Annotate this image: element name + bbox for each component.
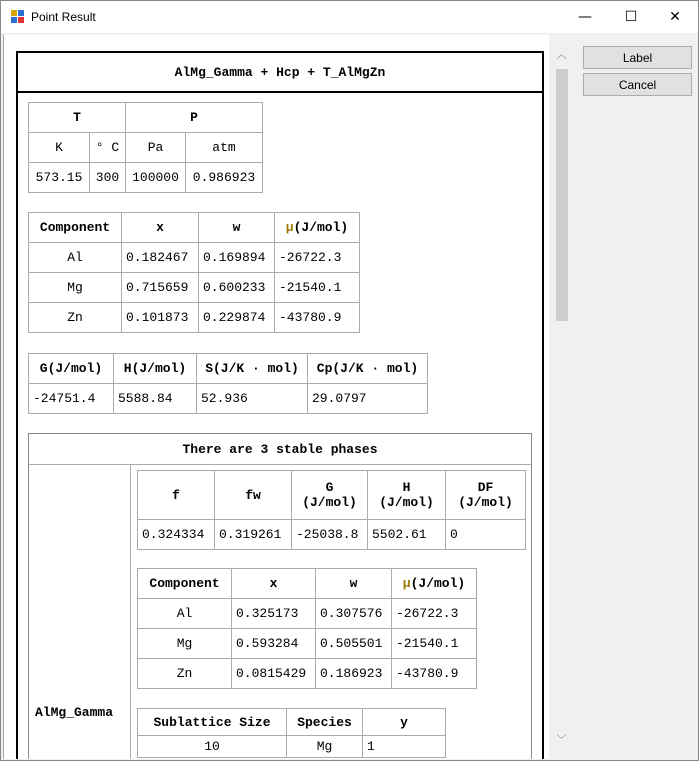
cell: Zn: [138, 659, 232, 689]
unit: K: [29, 133, 90, 163]
header-T: T: [29, 103, 126, 133]
phase-components-table: [137, 568, 477, 689]
col-header: w: [316, 569, 392, 599]
col-header: G (J/mol): [292, 471, 368, 520]
col-header: y: [363, 709, 446, 736]
col-header: DF (J/mol): [446, 471, 526, 520]
col-header: H(J/mol): [114, 354, 197, 384]
scrollbar-thumb[interactable]: [556, 69, 568, 321]
unit: atm: [186, 133, 263, 163]
phases-heading: There are 3 stable phases: [29, 434, 531, 465]
cell: 5588.84: [114, 384, 197, 414]
cell: 29.0797: [308, 384, 428, 414]
cell: 0.319261: [215, 520, 292, 550]
unit: ° C: [90, 133, 126, 163]
col-header: G(J/mol): [29, 354, 114, 384]
phases-section: [28, 433, 532, 759]
value: 300: [90, 163, 126, 193]
cell: 0.182467: [122, 243, 199, 273]
sublattice-table: [137, 708, 446, 758]
cell: Mg: [287, 736, 363, 758]
cell: -26722.3: [275, 243, 360, 273]
cell: 0: [446, 520, 526, 550]
col-header: H (J/mol): [368, 471, 446, 520]
minimize-icon: —: [578, 9, 592, 25]
table-row: [138, 659, 477, 689]
app-icon: [11, 10, 25, 24]
table-row: [138, 599, 477, 629]
mu-symbol: μ: [402, 576, 411, 591]
col-header: [275, 213, 360, 243]
phase-name-cell: [29, 465, 131, 759]
cell: Al: [29, 243, 122, 273]
cell: 0.307576: [316, 599, 392, 629]
header-P: P: [126, 103, 263, 133]
scroll-down-icon[interactable]: ﹀: [556, 735, 567, 746]
conditions-table: [28, 102, 263, 193]
cancel-button[interactable]: Cancel: [583, 73, 692, 96]
maximize-button[interactable]: [608, 1, 654, 33]
mu-symbol: μ: [285, 220, 294, 235]
cell: 0.325173: [232, 599, 316, 629]
cell: 0.593284: [232, 629, 316, 659]
close-icon: ✕: [669, 9, 681, 25]
phase-name: AlMg_Gamma: [35, 705, 114, 720]
value: 0.986923: [186, 163, 263, 193]
table-row: [29, 243, 360, 273]
unit: Pa: [126, 133, 186, 163]
col-header: x: [232, 569, 316, 599]
cell: -43780.9: [275, 303, 360, 333]
result-title: AlMg_Gamma + Hcp + T_AlMgZn: [18, 53, 542, 93]
cell: 0.169894: [199, 243, 275, 273]
vertical-scrollbar[interactable]: [553, 45, 570, 747]
cell: 0.505501: [316, 629, 392, 659]
cell: -24751.4: [29, 384, 114, 414]
table-row: [29, 273, 360, 303]
col-header: Species: [287, 709, 363, 736]
cell: 5502.61: [368, 520, 446, 550]
table-row: [29, 303, 360, 333]
maximize-icon: ☐: [624, 9, 638, 25]
cell: Al: [138, 599, 232, 629]
unit: (J/mol): [293, 220, 349, 235]
label-button[interactable]: Label: [583, 46, 692, 69]
cell: 0.101873: [122, 303, 199, 333]
cell: 52.936: [197, 384, 308, 414]
result-view[interactable]: [3, 35, 549, 759]
cell: Zn: [29, 303, 122, 333]
col-header: Component: [138, 569, 232, 599]
scroll-up-icon[interactable]: ︿: [556, 50, 567, 61]
cell: Mg: [138, 629, 232, 659]
col-header: f: [138, 471, 215, 520]
cell: 0.229874: [199, 303, 275, 333]
cell: Mg: [29, 273, 122, 303]
cell: -21540.1: [392, 629, 477, 659]
properties-table: [28, 353, 428, 414]
col-header: Component: [29, 213, 122, 243]
cell: 10: [138, 736, 287, 758]
col-header: w: [199, 213, 275, 243]
cell: -43780.9: [392, 659, 477, 689]
window-title: Point Result: [31, 10, 96, 24]
phase-summary-table: [137, 470, 526, 550]
cell: -25038.8: [292, 520, 368, 550]
table-row: [138, 629, 477, 659]
cell: 0.715659: [122, 273, 199, 303]
cell: -26722.3: [392, 599, 477, 629]
cell: -21540.1: [275, 273, 360, 303]
close-button[interactable]: [652, 1, 698, 33]
col-header: Sublattice Size: [138, 709, 287, 736]
value: 573.15: [29, 163, 90, 193]
col-header: μ(J/mol): [392, 569, 477, 599]
components-table: [28, 212, 360, 333]
title-bar: [1, 1, 698, 33]
cell: 0.600233: [199, 273, 275, 303]
col-header: fw: [215, 471, 292, 520]
col-header: Cp(J/K · mol): [308, 354, 428, 384]
cell: 0.324334: [138, 520, 215, 550]
value: 100000: [126, 163, 186, 193]
cell: 0.0815429: [232, 659, 316, 689]
col-header: S(J/K · mol): [197, 354, 308, 384]
cell: 1: [363, 736, 446, 758]
cell: 0.186923: [316, 659, 392, 689]
table-row: [138, 736, 446, 758]
minimize-button[interactable]: [562, 1, 608, 33]
col-header: x: [122, 213, 199, 243]
